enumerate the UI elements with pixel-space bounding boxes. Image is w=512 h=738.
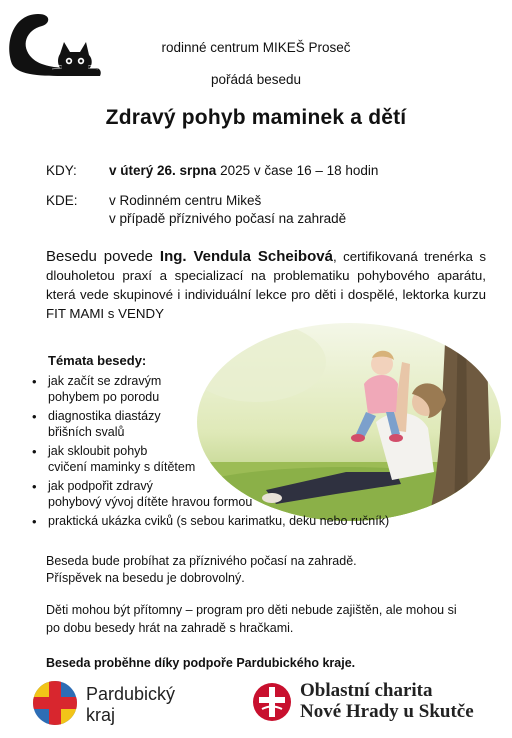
support-note: Beseda proběhne díky podpoře Pardubického kraje. — [46, 656, 356, 670]
when-time: 2025 v čase 16 – 18 hodin — [216, 163, 379, 178]
topic-line: pohybový vývoj dítěte hravou formou — [48, 494, 253, 509]
when-label: KDY: — [46, 163, 77, 178]
charity-name-line-2: Nové Hrady u Skutče — [300, 701, 474, 722]
kids-note-line-1: Děti mohou být přítomny – program pro děti nebude zajištěn, ale mohou si — [46, 603, 457, 617]
pardubicky-kraj-name-line-2: kraj — [86, 705, 116, 725]
topic-line: • praktická ukázka cviků (s sebou karimatku, deku nebo ručník) — [48, 514, 390, 528]
lecturer-description: , certifikovaná trenérka s dlouholetou praxí a specializací na problematiku pohybového aparátu, která vede skupinové i individuální lekce pro děti i dospělé, lektorka kurzu FIT MAMI s VENDY — [46, 249, 487, 321]
pardubicky-kraj-name-line-1: Pardubický — [86, 684, 176, 704]
topic-item — [30, 479, 430, 510]
organizes-line: pořádá besedu — [210, 72, 302, 87]
lecturer-intro: Besedu povede — [46, 248, 160, 265]
fee-note: Příspěvek na besedu je dobrovolný. — [46, 571, 245, 585]
kids-note-line-2: po dobu besedy hrát na zahradě s hračkami. — [46, 621, 294, 635]
page-title: Zdravý pohyb maminek a dětí — [105, 106, 407, 129]
topic-item — [30, 409, 430, 440]
topics-list — [30, 374, 430, 534]
lecturer-name: Ing. Vendula Scheibová — [159, 248, 333, 265]
topic-item — [30, 514, 430, 530]
topic-line: pohybem po porodu — [48, 389, 160, 404]
topic-line: • jak skloubit pohyb — [48, 444, 148, 458]
topic-line: břišních svalů — [48, 424, 125, 439]
when-value — [109, 163, 378, 178]
topic-item — [30, 374, 430, 405]
topic-line: cvičení maminky s dítětem — [48, 459, 196, 474]
weather-note: Beseda bude probíhat za příznivého počasí na zahradě. — [46, 554, 357, 568]
where-line-1: v Rodinném centru Mikeš — [109, 193, 262, 208]
topic-line: • jak začít se zdravým — [48, 374, 162, 388]
when-date: v úterý 26. srpna — [109, 163, 217, 178]
topic-line: • diagnostika diastázy — [48, 409, 161, 423]
where-label: KDE: — [46, 193, 78, 208]
topic-item — [30, 444, 430, 475]
topic-line: • jak podpořit zdravý — [48, 479, 153, 493]
charity-name-line-1: Oblastní charita — [300, 680, 433, 701]
topics-heading: Témata besedy: — [48, 353, 147, 368]
charity-cross-icon — [252, 682, 292, 722]
pardubicky-kraj-cross-icon — [30, 680, 80, 726]
lecturer-paragraph — [46, 247, 486, 323]
organizer-line: rodinné centrum MIKEŠ Proseč — [161, 40, 351, 55]
where-line-2: v případě příznivého počasí na zahradě — [109, 211, 347, 226]
